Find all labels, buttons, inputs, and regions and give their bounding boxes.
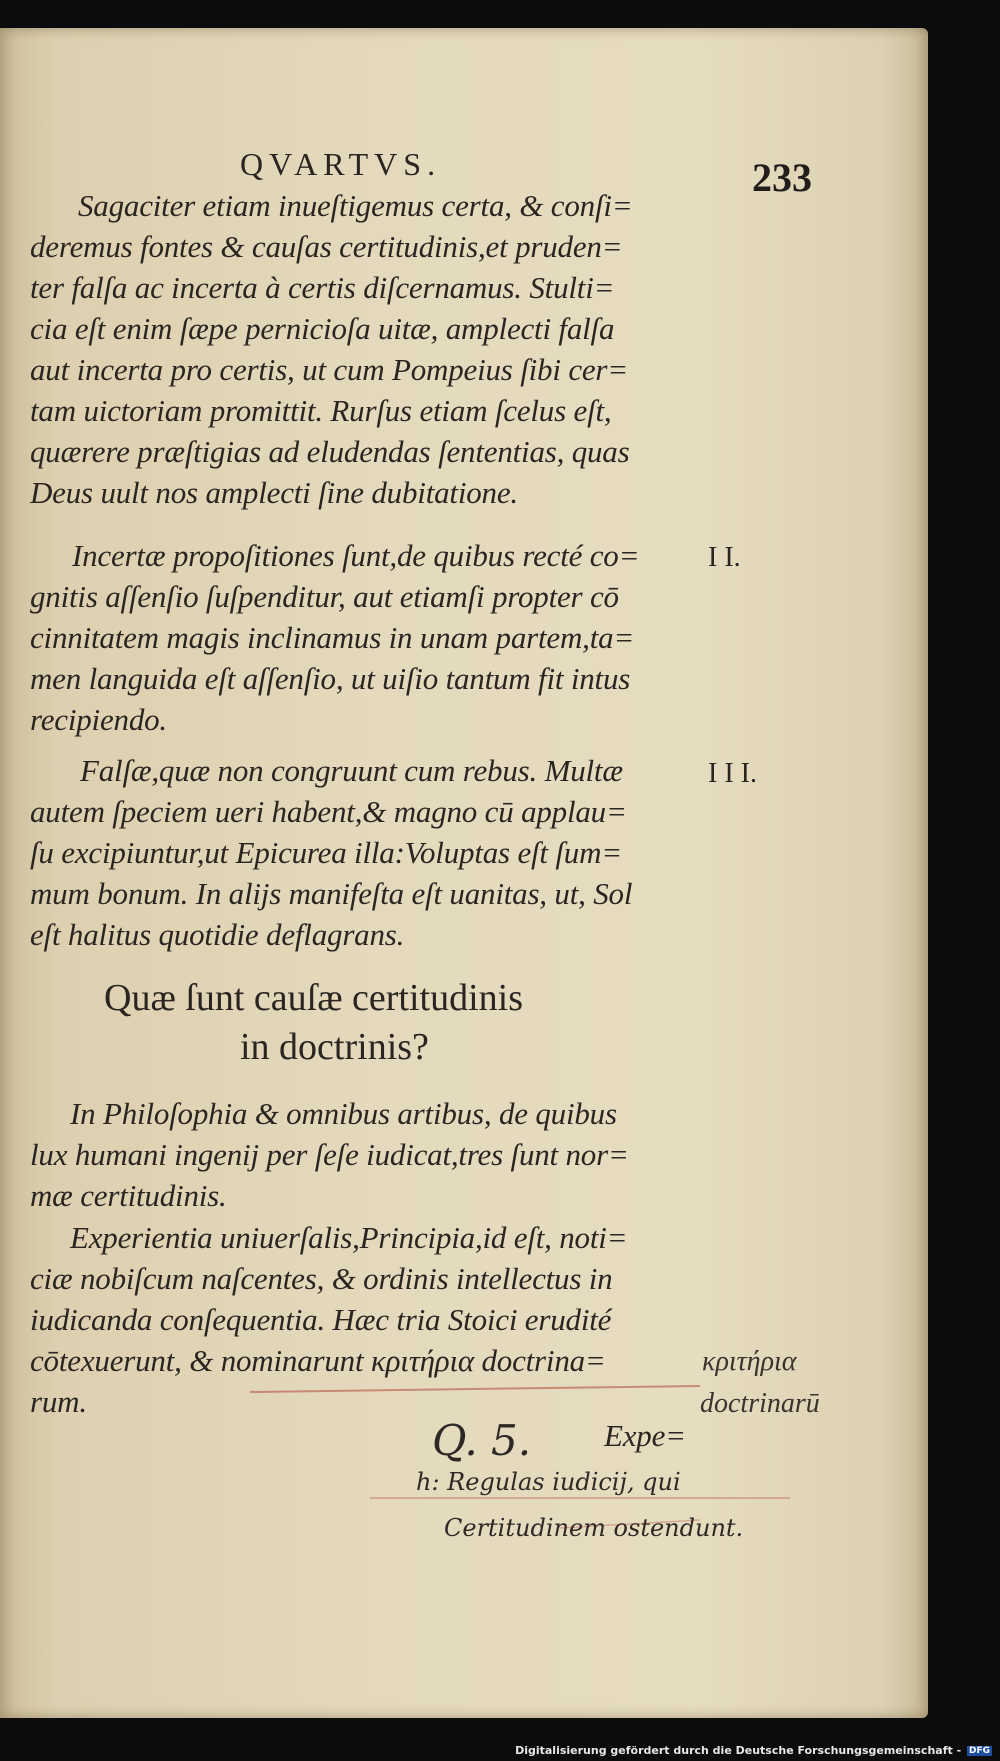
text-line: cinnitatem magis inclinamus in unam partem,ta= [30,620,635,655]
text-line: Sagaciter etiam inueſtigemus certa, & conſi= [78,188,633,223]
text-line: In Philoſophia & omnibus artibus, de quibus [70,1096,617,1131]
page-number: 233 [752,155,812,200]
text-line: cia eſt enim ſæpe pernicioſa uitæ, amplecti falſa [30,311,615,346]
handwritten-note: Certitudinem ostendunt. [444,1514,744,1542]
handwritten-note: h: Regulas iudicij, qui [416,1468,681,1496]
text-line: ciæ nobiſcum naſcentes, & ordinis intellectus in [30,1261,613,1296]
text-line: mæ certitudinis. [30,1178,227,1213]
section-heading-line: in doctrinis? [240,1026,429,1068]
margin-note: doctrinarū [700,1388,820,1419]
text-line: tam uictoriam promittit. Rurſus etiam ſcelus eſt, [30,393,612,428]
text-line: Experientia uniuerſalis,Principia,id eſt, noti= [70,1220,628,1255]
text-line: Deus uult nos amplecti ſine dubitatione. [30,475,518,510]
handwritten-note: Q. 5. [432,1416,532,1465]
red-underline-mark [250,1386,700,1392]
text-line: cōtexuerunt, & nominarunt κριτήρια doctrina= [30,1343,606,1378]
book-page [0,28,928,1718]
running-header: QVARTVS. [240,146,442,182]
section-heading-line: Quæ ſunt cauſæ certitudinis [104,977,524,1019]
text-line: recipiendo. [30,702,167,737]
dfg-logo: DFG [968,1746,990,1756]
margin-number-ii: I I. [708,542,741,573]
text-line: Falſæ,quæ non congruunt cum rebus. Multæ [80,753,623,788]
text-line: lux humani ingenij per ſeſe iudicat,tres ſunt nor= [30,1137,629,1172]
text-line: ter falſa ac incerta à certis diſcernamus. Stulti= [30,270,615,305]
text-line: aut incerta pro certis, ut cum Pompeius ſibi cer= [30,352,629,387]
text-line: men languida eſt aſſenſio, ut uiſio tantum fit intus [30,661,631,696]
text-line: eſt halitus quotidie deflagrans. [30,917,405,952]
digitization-credit [515,1744,992,1757]
text-line: ſu excipiuntur,ut Epicurea illa:Voluptas eſt ſum= [30,835,623,870]
margin-note: κριτήρια [702,1346,797,1377]
text-line: quærere præſtigias ad eludendas ſententias, quas [30,434,630,469]
text-line: gnitis aſſenſio ſuſpenditur, aut etiamſi propter cō [30,579,619,614]
text-line: deremus fontes & cauſas certitudinis,et pruden= [30,229,623,264]
margin-number-iii: I I I. [708,758,757,789]
footer-text: Digitalisierung gefördert durch die Deutsche Forschungsgemeinschaft - [515,1744,962,1757]
text-line: iudicanda conſequentia. Hæc tria Stoici erudité [30,1302,612,1337]
text-line: Incertæ propoſitiones ſunt,de quibus recté co= [72,538,640,573]
text-line: mum bonum. In alijs manifeſta eſt uanitas, ut, Sol [30,876,633,911]
text-line: autem ſpeciem ueri habent,& magno cū applau= [30,794,627,829]
catchword: Expe= [604,1418,686,1453]
text-line: rum. [30,1384,87,1419]
